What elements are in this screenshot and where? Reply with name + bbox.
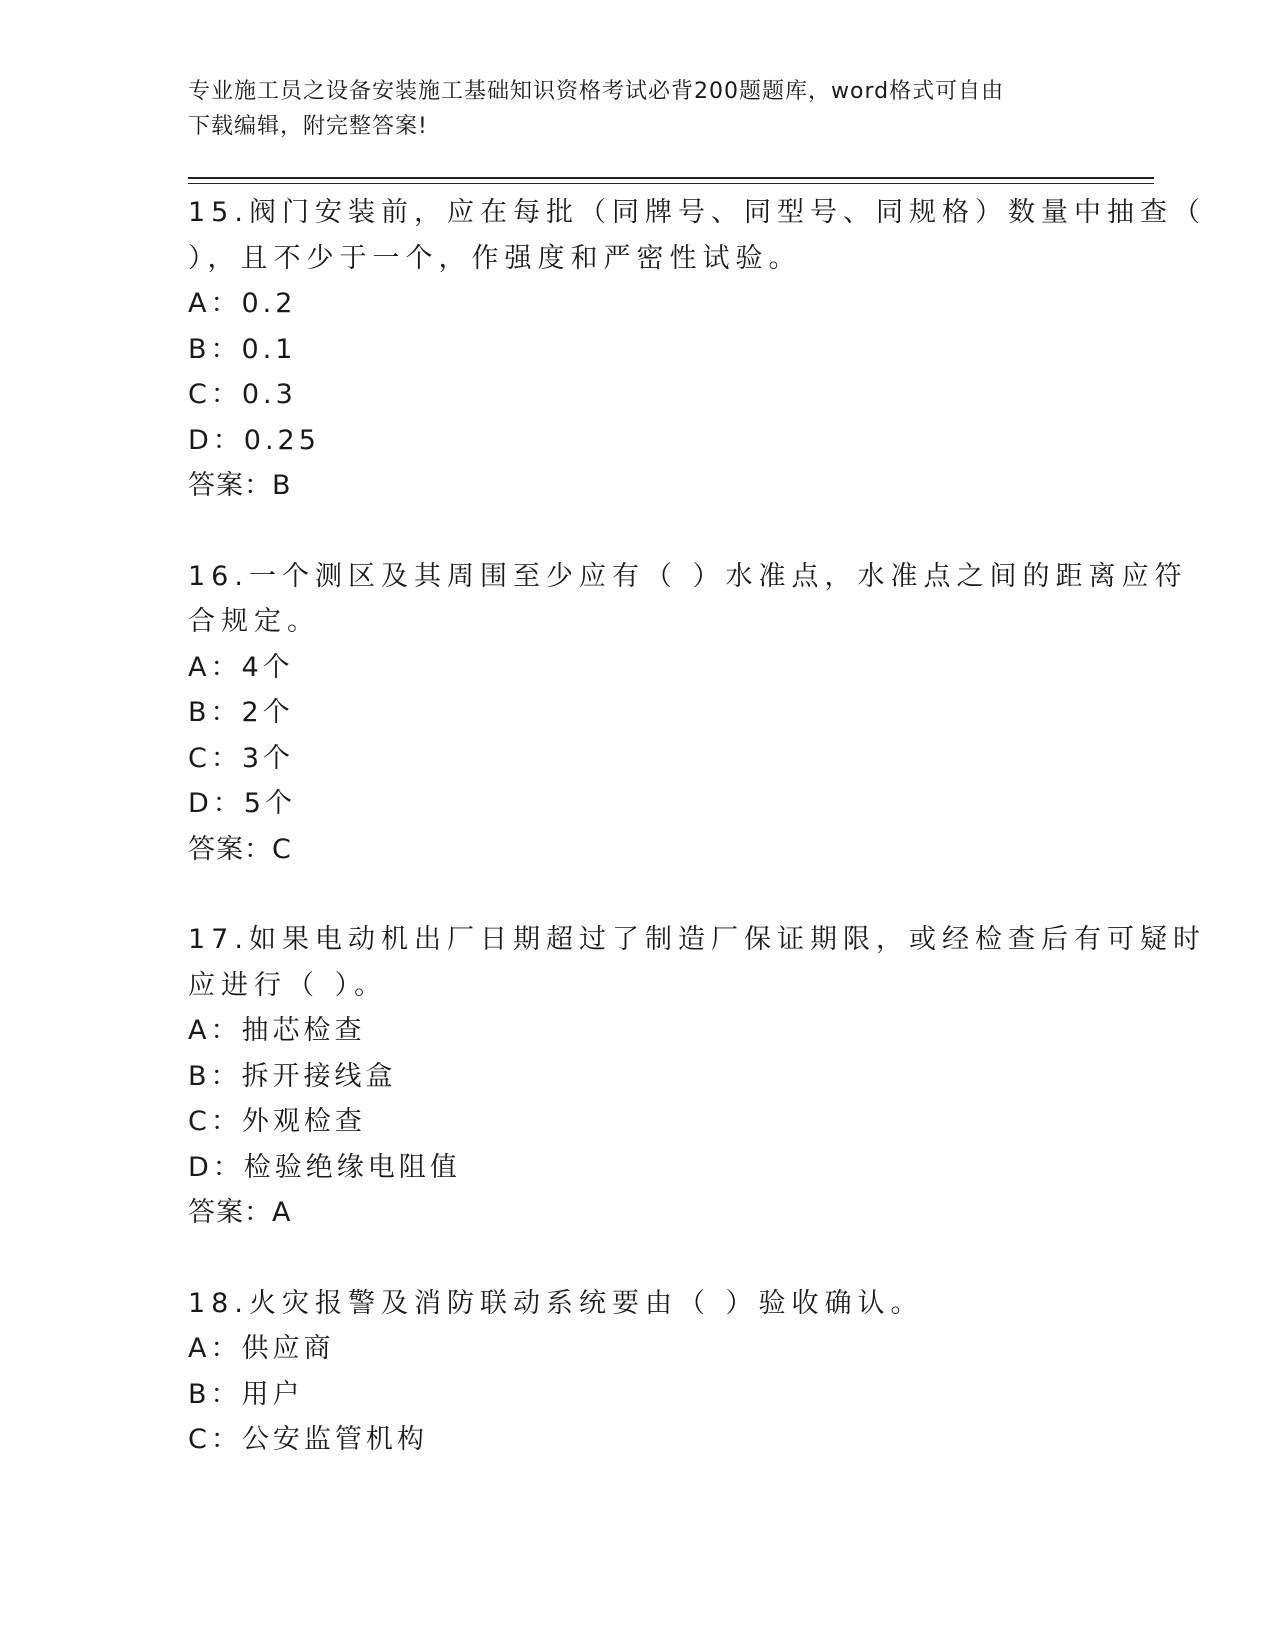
header-line-2: 下载编辑，附完整答案! [188,114,428,139]
option-b: B：拆开接线盒 [188,1060,397,1092]
option-b: B：用户 [188,1378,304,1410]
option-c: C：公安监管机构 [188,1424,428,1455]
answer-line: 答案：B [188,470,292,501]
option-a: A：抽芯检查 [188,1015,366,1046]
option-c: C：3个 [188,742,295,774]
question-stem-line: 18.火灾报警及消防联动系统要由（ ）验收确认。 [188,1287,924,1319]
document-header [188,74,1088,144]
option-d: D：5个 [188,788,296,819]
option-a: A：供应商 [188,1333,335,1364]
answer-line: 答案：C [188,833,292,865]
question-16 [188,554,1188,873]
question-stem-line: 17.如果电动机出厂日期超过了制造厂保证期限，或经检查后有可疑时 [188,924,1206,955]
option-a: A：0.2 [188,288,297,319]
option-d: D：0.25 [188,424,320,456]
question-stem-line: 应进行（ ）。 [188,969,388,1001]
header-divider-thick [188,177,1154,179]
option-b: B：2个 [188,697,294,728]
option-c: C：外观检查 [188,1106,366,1137]
question-stem-line: 合规定。 [188,606,320,637]
question-stem-line: 15.阀门安装前，应在每批（同牌号、同型号、同规格）数量中抽查（ [188,197,1206,228]
option-a: A：4个 [188,651,294,683]
option-d: D：检验绝缘电阻值 [188,1151,461,1183]
question-18 [188,1281,1108,1463]
question-15 [188,190,1206,509]
header-divider-thin [188,183,1154,184]
question-spacer [188,1236,1108,1281]
question-list [188,190,1206,1463]
question-17 [188,917,1206,1236]
answer-line: 答案：A [188,1197,292,1228]
option-c: C：0.3 [188,379,297,410]
question-spacer [188,872,1108,917]
option-b: B：0.1 [188,333,297,365]
question-stem-line: ），且不少于一个，作强度和严密性试验。 [188,242,802,274]
header-line-1: 专业施工员之设备安装施工基础知识资格考试必背200题题库，word格式可自由 [188,79,1005,104]
question-spacer [188,509,1108,554]
question-stem-line: 16.一个测区及其周围至少应有（ ）水准点，水准点之间的距离应符 [188,560,1188,592]
